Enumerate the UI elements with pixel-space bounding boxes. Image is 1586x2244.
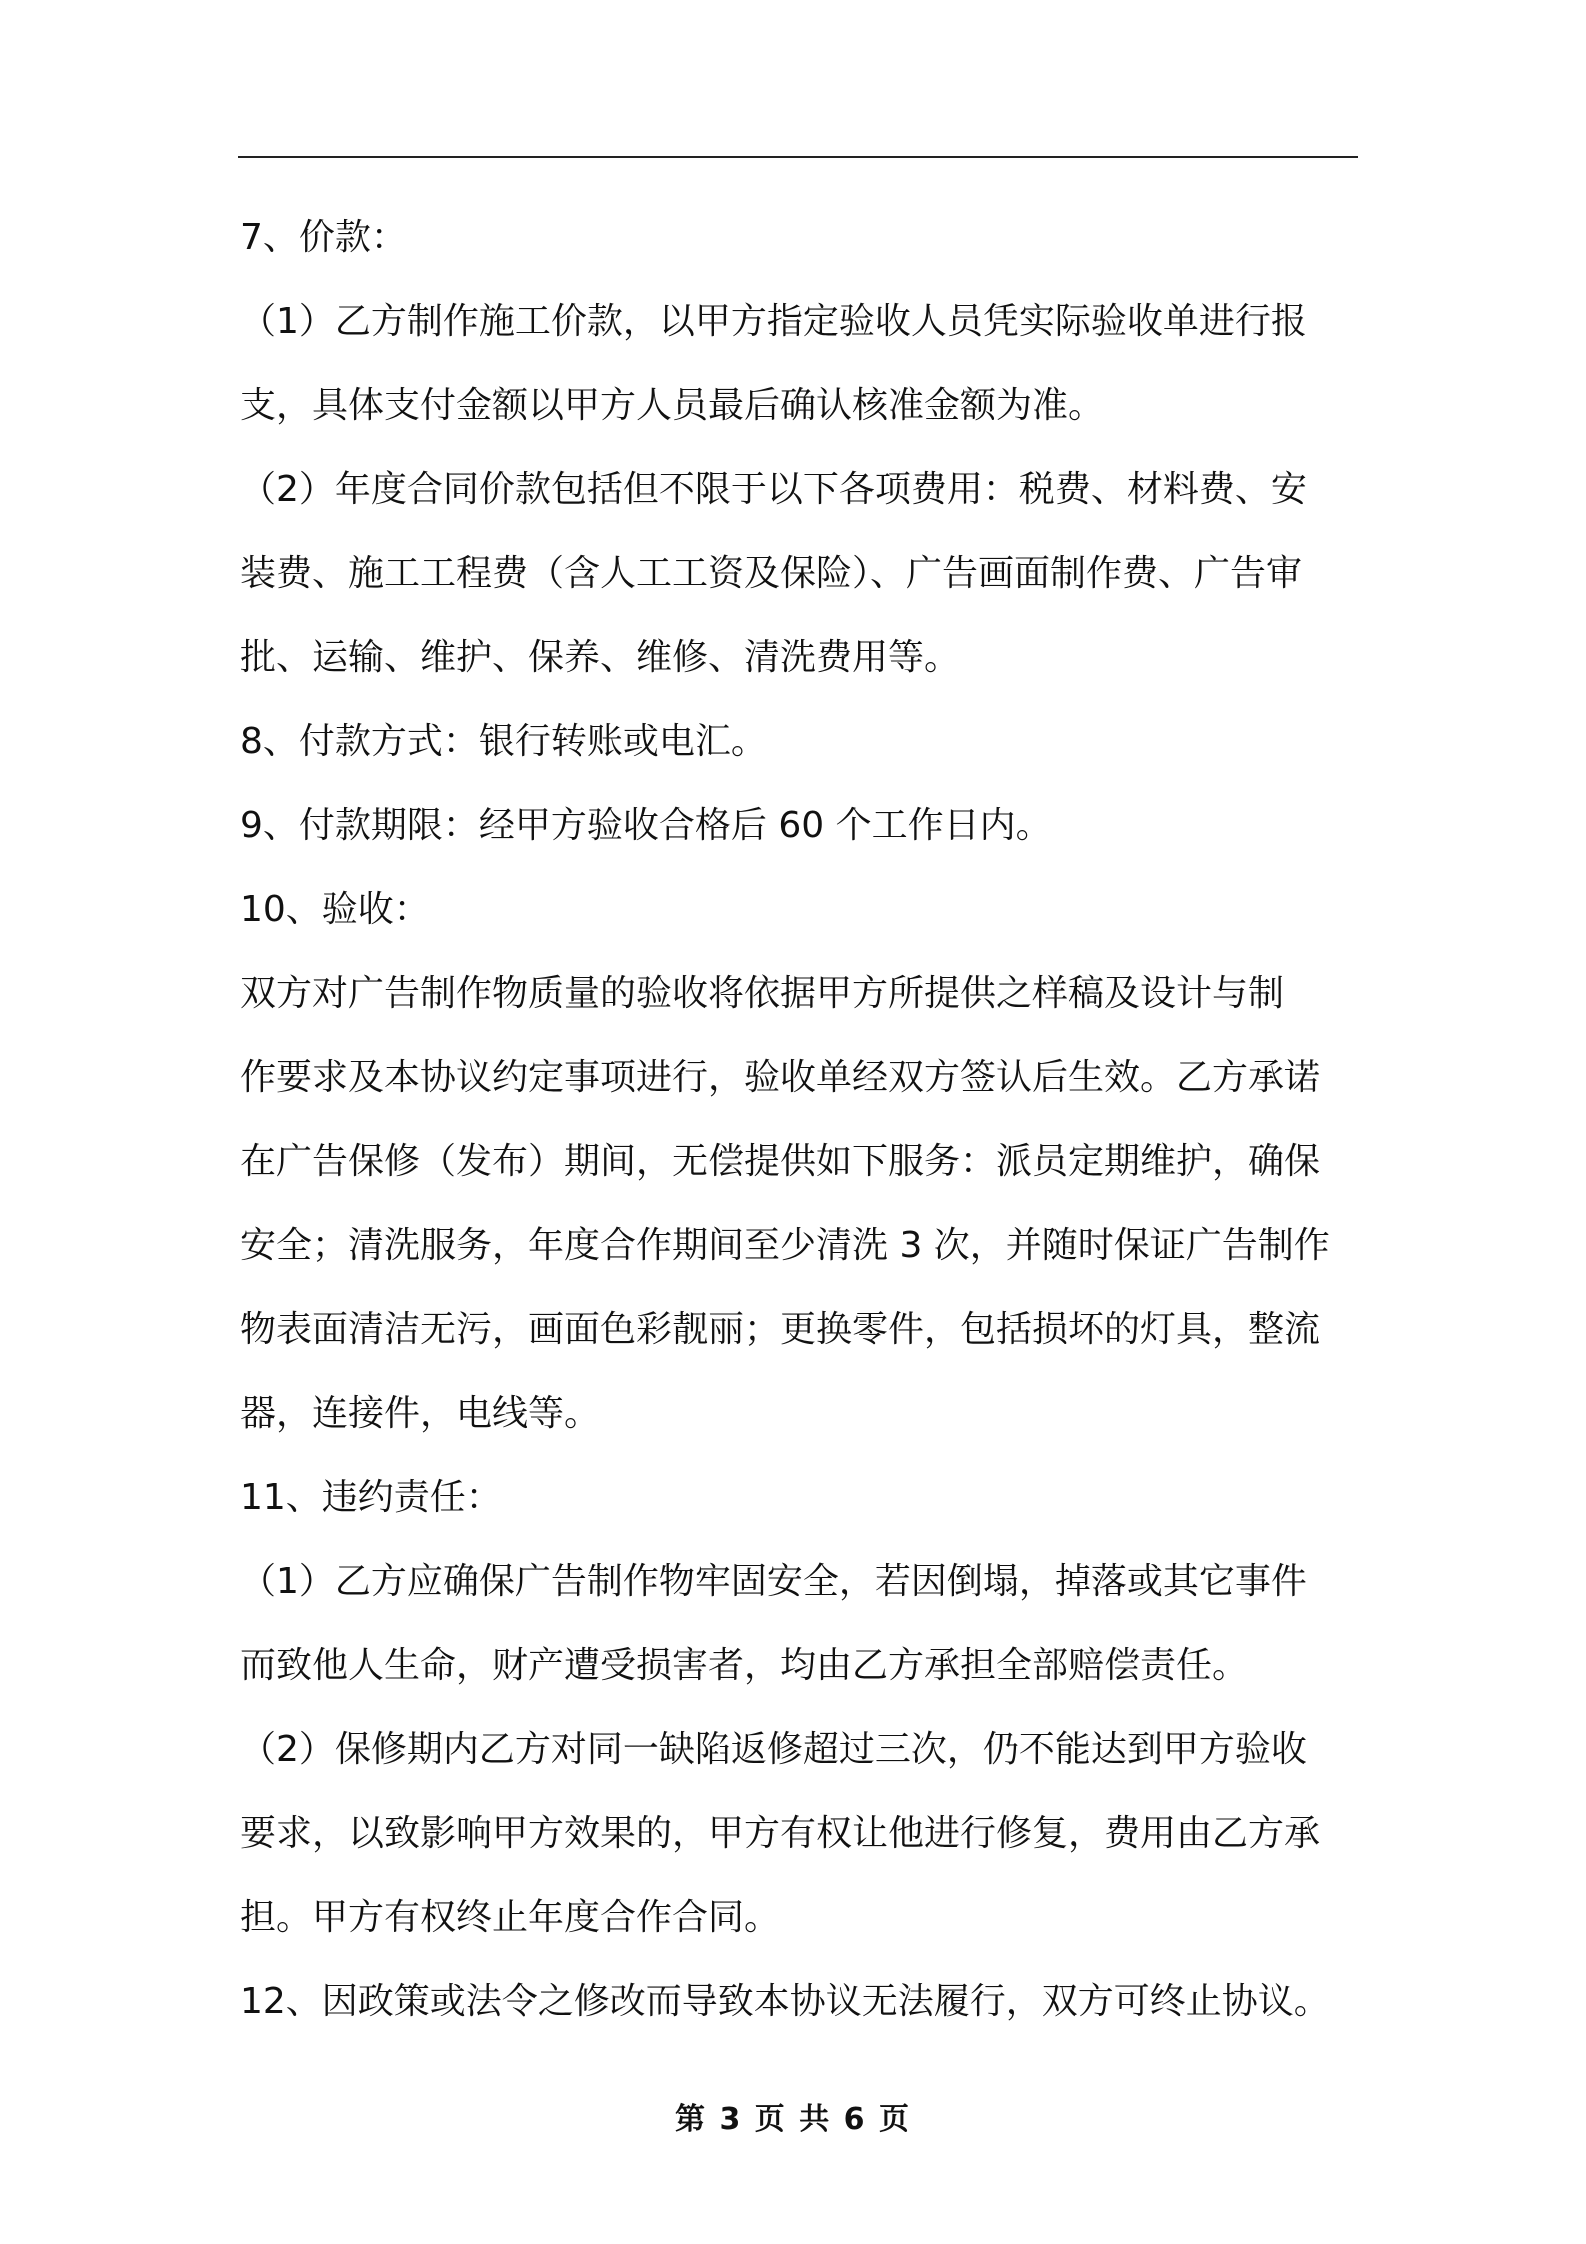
page-number-footer: 第 3 页 共 6 页 bbox=[675, 2102, 911, 2137]
section-11-item-2-line-2: 要求，以致影响甲方效果的，甲方有权让他进行修复，费用由乙方承 bbox=[240, 1813, 1321, 1854]
section-7-item-2-line-1: （2）年度合同价款包括但不限于以下各项费用：税费、材料费、安 bbox=[240, 469, 1307, 510]
section-10-paragraph-line-4: 安全；清洗服务，年度合作期间至少清洗 3 次，并随时保证广告制作 bbox=[240, 1225, 1330, 1266]
section-11-item-1-line-1: （1）乙方应确保广告制作物牢固安全，若因倒塌，掉落或其它事件 bbox=[240, 1561, 1307, 1602]
section-10-paragraph-line-1: 双方对广告制作物质量的验收将依据甲方所提供之样稿及设计与制 bbox=[240, 973, 1285, 1014]
section-7-item-2-line-2: 装费、施工工程费（含人工工资及保险）、广告画面制作费、广告审 bbox=[240, 553, 1303, 594]
section-11-item-2-line-1: （2）保修期内乙方对同一缺陷返修超过三次，仍不能达到甲方验收 bbox=[240, 1729, 1307, 1770]
section-10-paragraph-line-5: 物表面清洁无污，画面色彩靓丽；更换零件，包括损坏的灯具，整流 bbox=[240, 1309, 1321, 1350]
section-11-heading: 11、违约责任： bbox=[240, 1477, 502, 1518]
section-10-heading: 10、验收： bbox=[240, 889, 430, 930]
section-7-item-2-line-3: 批、运输、维护、保养、维修、清洗费用等。 bbox=[240, 637, 961, 678]
section-8-payment-method: 8、付款方式：银行转账或电汇。 bbox=[240, 721, 767, 762]
section-11-item-2-line-3: 担。甲方有权终止年度合作合同。 bbox=[240, 1897, 781, 1938]
section-7-item-1-line-2: 支，具体支付金额以甲方人员最后确认核准金额为准。 bbox=[240, 385, 1105, 426]
section-10-paragraph-line-2: 作要求及本协议约定事项进行，验收单经双方签认后生效。乙方承诺 bbox=[240, 1057, 1321, 1098]
section-7-item-1-line-1: （1）乙方制作施工价款，以甲方指定验收人员凭实际验收单进行报 bbox=[240, 301, 1307, 342]
section-10-paragraph-line-6: 器，连接件，电线等。 bbox=[240, 1393, 601, 1434]
section-9-payment-term: 9、付款期限：经甲方验收合格后 60 个工作日内。 bbox=[240, 805, 1052, 846]
document-body bbox=[240, 196, 1362, 2044]
section-12-termination: 12、因政策或法令之修改而导致本协议无法履行，双方可终止协议。 bbox=[240, 1981, 1330, 2022]
header-rule bbox=[238, 156, 1358, 158]
section-10-paragraph-line-3: 在广告保修（发布）期间，无偿提供如下服务：派员定期维护，确保 bbox=[240, 1141, 1321, 1182]
section-11-item-1-line-2: 而致他人生命，财产遭受损害者，均由乙方承担全部赔偿责任。 bbox=[240, 1645, 1249, 1686]
section-7-heading: 7、价款： bbox=[240, 217, 407, 258]
